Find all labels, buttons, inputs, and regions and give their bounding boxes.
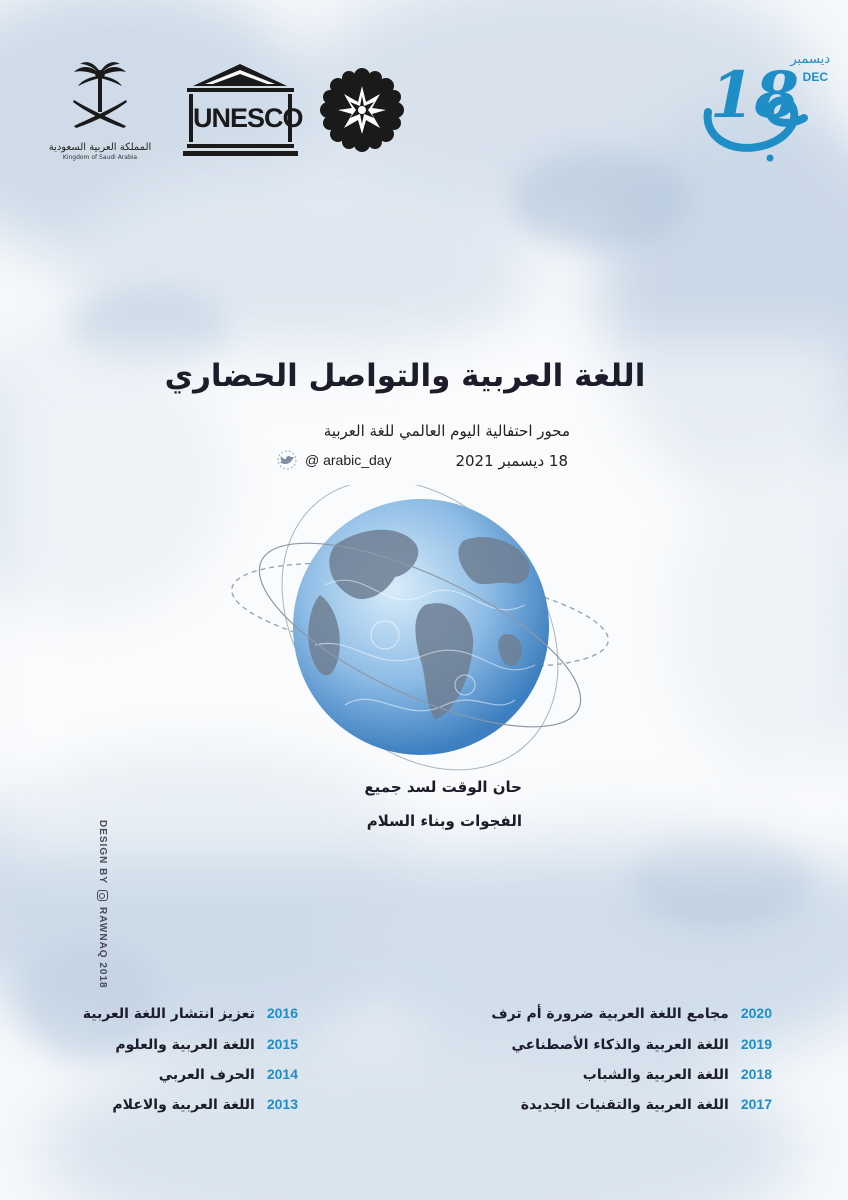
theme-year: 2013 <box>266 1096 298 1112</box>
subtitle: محور احتفالية اليوم العالمي للغة العربية <box>323 422 570 440</box>
theme-year: 2015 <box>266 1036 298 1052</box>
palm-swords-icon <box>70 60 130 134</box>
theme-row <box>112 1096 298 1113</box>
theme-text: اللغة العربية والعلوم <box>115 1037 255 1053</box>
unesco-word: UNESCO <box>189 94 292 142</box>
saudi-emblem <box>40 60 160 161</box>
saudi-name-ar: المملكة العربية السعودية <box>48 142 152 153</box>
dec-18-logo <box>700 52 840 162</box>
theme-text: اللغة العربية والتقنيات الجديدة <box>520 1097 729 1113</box>
slogan-line-1: حان الوقت لسد جميع <box>364 778 522 796</box>
theme-year: 2014 <box>266 1066 298 1082</box>
twitter-bird-icon <box>275 450 299 470</box>
theme-text: مجامع اللغة العربية ضرورة أم ترف <box>491 1006 729 1022</box>
dec-month-en: DEC <box>802 70 828 84</box>
theme-year: 2016 <box>266 1005 298 1021</box>
theme-year: 2020 <box>740 1005 772 1021</box>
theme-text: اللغة العربية والذكاء الأصطناعي <box>511 1037 729 1053</box>
instagram-icon <box>97 890 108 901</box>
theme-year: 2019 <box>740 1036 772 1052</box>
twitter-handle: @ arabic_day <box>305 452 392 468</box>
calligraphy-dad-icon <box>700 92 820 162</box>
saudi-name-en: Kingdom of Saudi Arabia <box>62 154 138 161</box>
star-seal-icon <box>318 66 406 154</box>
theme-year: 2017 <box>740 1096 772 1112</box>
theme-text: تعزيز انتشار اللغة العربية <box>82 1006 255 1022</box>
slogan-line-2: الفجوات وبناء السلام <box>366 812 522 830</box>
theme-year: 2018 <box>740 1066 772 1082</box>
theme-text: الحرف العربي <box>158 1067 255 1083</box>
design-credit <box>88 820 108 1020</box>
theme-row <box>491 1005 772 1022</box>
event-date: 18 ديسمبر 2021 <box>455 452 568 470</box>
theme-text: اللغة العربية والاعلام <box>112 1097 255 1113</box>
unesco-logo <box>183 60 303 160</box>
page-title: اللغة العربية والتواصل الحضاري <box>164 358 646 394</box>
theme-row <box>83 1005 298 1022</box>
theme-row <box>511 1036 772 1053</box>
theme-row <box>159 1066 298 1083</box>
credit-name: RAWNAQ 2018 <box>96 907 108 989</box>
dec-month-ar: ديسمبر <box>790 52 830 67</box>
theme-row <box>115 1036 298 1053</box>
dec-day: 18 <box>710 58 800 133</box>
theme-row <box>583 1066 772 1083</box>
theme-text: اللغة العربية والشباب <box>582 1067 729 1083</box>
globe-illustration <box>225 485 615 785</box>
credit-prefix: DESIGN BY <box>96 820 108 885</box>
theme-row <box>521 1096 772 1113</box>
